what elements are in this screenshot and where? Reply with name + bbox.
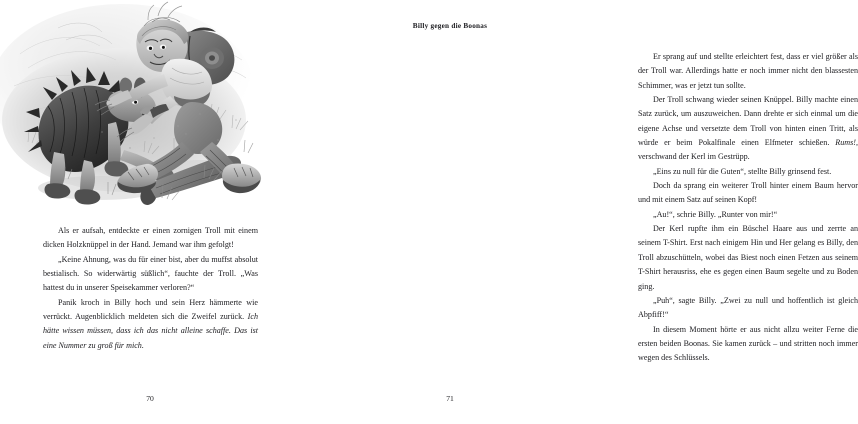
body-paragraph: [638, 50, 858, 93]
body-paragraph: [638, 294, 858, 323]
boy-leaping-over-troll-illustration: [4, 2, 272, 216]
right-page-number: 71: [446, 394, 454, 403]
text-run: Doch da sprang ein weiterer Troll hinter einem Baum hervor und mit einem Satz auf seinen Kopf!: [638, 181, 858, 205]
text-run: „Keine Ahnung, was du für einer bist, aber du muffst absolut bestialisch. So widerwärtig süßlich“, fauchte der Troll. „Was hattest du in unserer Speisekammer verloren?“: [43, 254, 258, 293]
left-page-number: 70: [146, 394, 154, 403]
body-paragraph: [638, 323, 858, 366]
italic-text-run: Ich hätte wissen müssen, dass ich das nicht alleine schaffe. Das ist eine Nummer zu groß für mich.: [43, 312, 258, 350]
text-run: Er sprang auf und stellte erleichtert fest, dass er viel größer als der Troll war. Allerdings hatte er noch immer nicht den blassesten Schimmer, was er jetzt tun sollte.: [638, 52, 858, 90]
text-run: In diesem Moment hörte er aus nicht allzu weiter Ferne die ersten beiden Boonas. Sie kamen zurück – und stritten noch immer wegen des Schlüssels.: [638, 324, 858, 363]
text-run: Der Kerl rupfte ihm ein Büschel Haare aus und zerrte an seinem T-Shirt. Erst nach einigem Hin und Her gelang es Billy, den Troll abzuschütteln, wobei das Biest noch einen Fetzen aus seinem T-Shirt herausriss, ehe es gegen einen Baum segelte und zu Boden ging.: [638, 224, 858, 291]
left-page: [0, 0, 300, 424]
body-paragraph: [638, 165, 858, 179]
body-paragraph: [43, 224, 258, 253]
left-page-body-text: [43, 224, 258, 353]
text-run: Als er aufsah, entdeckte er einen zornigen Troll mit einem dicken Holzknüppel in der Hand. Jemand war ihm gefolgt!: [43, 226, 258, 250]
text-run: „Puh“, sagte Billy. „Zwei zu null und hoffentlich ist gleich Abpfiff!“: [638, 295, 858, 320]
body-paragraph: [638, 208, 858, 222]
text-run: Der Troll schwang wieder seinen Knüppel. Billy machte einen Satz zurück, um auszuweichen. Dann drehte er sich einmal um die eigene Achse und versetzte dem Troll von hinten einen Tritt, als würde er beim Pokalfinale einen Elfmeter schießen.: [638, 95, 858, 148]
italic-text-run: Rums!: [835, 138, 856, 148]
right-page: [300, 0, 858, 424]
body-paragraph: [638, 93, 858, 165]
body-paragraph: [43, 296, 258, 353]
text-run: „Eins zu null für die Guten“, stellte Billy grinsend fest.: [653, 166, 832, 176]
body-paragraph: [43, 253, 258, 296]
text-run: „Au!“, schrie Billy. „Runter von mir!“: [653, 209, 778, 219]
text-run: , verschwand der Kerl im Gestrüpp.: [638, 138, 858, 162]
right-page-body-text: [638, 50, 858, 366]
running-head: Billy gegen die Boonas: [412, 22, 488, 30]
text-run: Panik kroch in Billy hoch und sein Herz hämmerte wie verrückt. Augenblicklich meldeten sich die Zweifel zurück.: [43, 297, 258, 322]
body-paragraph: [638, 222, 858, 294]
body-paragraph: [638, 179, 858, 208]
